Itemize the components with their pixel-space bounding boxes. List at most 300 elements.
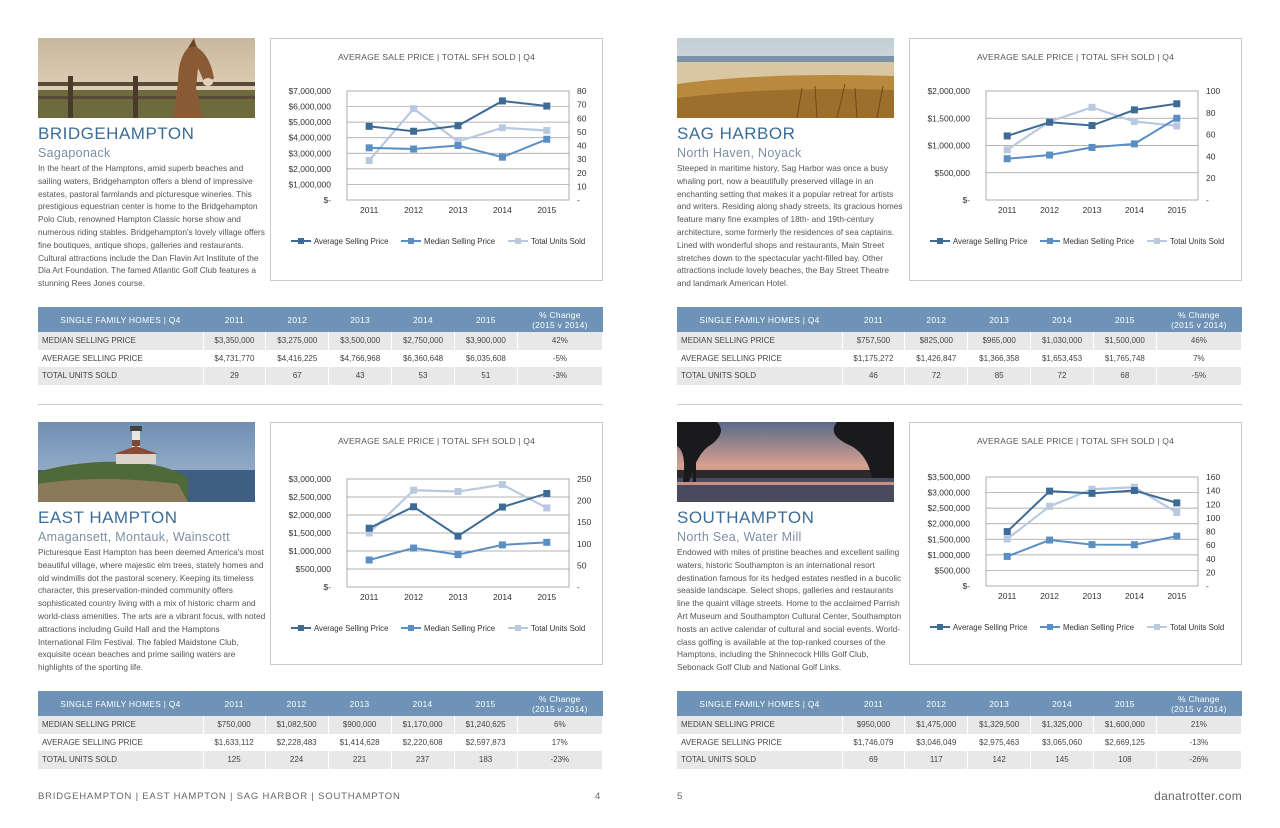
horse-icon [38,38,255,118]
y-right-tick-label: 60 [1206,540,1216,551]
data-point [499,97,506,104]
town-subtitle: North Haven, Noyack [677,146,802,160]
y-right-tick-label: 150 [577,517,592,528]
price-chart [270,38,603,281]
data-point [499,124,506,131]
x-tick-label: 2013 [1082,591,1102,601]
data-point [1046,488,1053,495]
legend-marker [515,238,521,244]
row-label: TOTAL UNITS SOLD [677,751,842,769]
data-point [366,525,373,532]
legend-label: Total Units Sold [1170,623,1225,632]
x-tick-label: 2013 [448,205,468,215]
lighthouse-icon [38,422,255,502]
legend-marker [298,625,304,631]
y-right-tick-label: 120 [1206,499,1221,510]
y-left-tick-label: $1,000,000 [927,549,970,560]
footer-town-list: BRIDGEHAMPTON | EAST HAMPTON | SAG HARBOR | SOUTHAMPTON [38,791,401,802]
chart-title: AVERAGE SALE PRICE | TOTAL SFH SOLD | Q4 [337,52,536,62]
table-cell: 46 [842,367,905,385]
table-cell: 17% [517,734,602,752]
x-tick-label: 2011 [360,592,379,602]
table-header-year: 2014 [391,691,454,716]
row-label: MEDIAN SELLING PRICE [677,716,842,734]
table-cell: 21% [1156,716,1241,734]
y-left-tick-label: $2,000,000 [927,518,970,529]
table-cell: $825,000 [905,332,968,350]
table-header-year: 2015 [1093,307,1156,332]
table-cell: $4,416,225 [266,350,329,368]
table-cell: $1,653,453 [1031,350,1094,368]
table-row [38,332,603,350]
table-row [38,350,603,368]
y-left-tick-label: $2,000,000 [288,510,331,520]
section-sag-harbor [677,38,1242,388]
legend-label: Median Selling Price [424,624,496,633]
table-header-label: SINGLE FAMILY HOMES | Q4 [677,307,842,332]
table-header-year: 2012 [265,691,328,716]
y-left-tick-label: $- [962,195,970,205]
legend-label: Average Selling Price [953,237,1028,246]
town-description: In the heart of the Hamptons, amid superb beaches and sailing waters, Bridgehampton offers a blend of impressive estates, pastoral farmlands and picturesque wineries. This prestigious equestrian center is home to the Bridgehampton Polo Club, renowned Hampton Classic horse show and numerous riding stables. Bridgehampton's lovely village offers fine boutiques, antique shops, galleries and restaurants. Cultural attractions include the Dan Flavin Art Institute of the Dia Art Foundation. The famed Atlantic Golf Club features a stunning Rees Jones course. [38,163,265,289]
row-label: AVERAGE SELLING PRICE [38,350,203,368]
y-right-tick-label: 60 [577,113,587,124]
table-cell: 43 [329,367,392,385]
row-label: AVERAGE SELLING PRICE [38,734,203,752]
x-tick-label: 2013 [448,592,468,602]
row-label: MEDIAN SELLING PRICE [677,332,842,350]
data-point [455,551,462,558]
beach-icon [677,38,894,118]
data-point [410,146,417,153]
table-cell: -5% [517,350,602,368]
y-left-tick-label: $500,000 [934,565,970,576]
y-right-tick-label: 250 [577,474,592,484]
y-right-tick-label: 10 [577,181,587,192]
town-subtitle: Sagaponack [38,146,111,160]
x-tick-label: 2012 [404,592,424,602]
sales-table [677,691,1242,769]
data-point [1004,528,1011,535]
x-tick-label: 2015 [537,205,557,215]
table-cell: $2,669,125 [1093,734,1156,752]
legend-label: Average Selling Price [314,624,389,633]
page-number-left: 4 [595,791,601,802]
y-left-tick-label: $4,000,000 [288,132,331,143]
y-right-tick-label: 160 [1206,472,1221,482]
data-point [1131,118,1138,125]
data-point [1089,490,1096,497]
table-cell: $4,731,770 [203,350,266,368]
chart-svg [910,39,1243,282]
page-number-right: 5 [677,791,683,802]
table-cell: 6% [517,716,602,734]
legend-marker [937,238,943,244]
y-right-tick-label: 80 [1206,107,1216,118]
table-cell: $1,426,847 [905,350,968,368]
data-point [499,541,506,548]
section-bridgehampton [38,38,603,388]
table-cell: $3,275,000 [266,332,329,350]
data-point [1004,535,1011,542]
town-title: EAST HAMPTON [38,508,178,527]
legend-marker [937,624,943,630]
table-header-year: 2014 [392,307,455,332]
table-cell: 72 [1031,367,1094,385]
legend-label: Median Selling Price [1063,237,1135,246]
table-header-year: 2012 [905,691,968,716]
y-right-tick-label: 40 [577,140,587,151]
data-point [410,487,417,494]
y-left-tick-label: $7,000,000 [288,86,331,96]
y-left-tick-label: $2,500,000 [288,492,331,502]
y-left-tick-label: $2,000,000 [927,86,970,96]
table-header-label: SINGLE FAMILY HOMES | Q4 [38,307,203,332]
y-right-tick-label: 100 [577,538,592,549]
data-point [1089,144,1096,151]
town-title: BRIDGEHAMPTON [38,124,195,143]
data-point [1004,553,1011,560]
data-point [543,490,550,497]
table-cell: $965,000 [968,332,1031,350]
legend-marker [408,238,414,244]
x-tick-label: 2014 [1124,205,1144,215]
data-point [543,136,550,143]
data-point [1173,115,1180,122]
y-left-tick-label: $3,500,000 [927,472,970,482]
table-row [38,716,603,734]
table-row [38,734,603,752]
data-point [1173,100,1180,107]
y-right-tick-label: 40 [1206,151,1216,162]
table-cell: $3,350,000 [203,332,266,350]
y-left-tick-label: $6,000,000 [288,101,331,112]
table-cell: $2,228,483 [265,734,328,752]
x-tick-label: 2011 [998,205,1017,215]
data-point [455,533,462,540]
legend-label: Total Units Sold [531,624,586,633]
sales-table [677,307,1242,385]
legend-label: Total Units Sold [531,237,586,246]
legend-marker [1047,238,1053,244]
table-header-pct: % Change (2015 v 2014) [1156,307,1241,332]
y-right-tick-label: 200 [577,495,592,506]
legend-marker [1154,624,1160,630]
x-tick-label: 2014 [1124,591,1144,601]
y-right-tick-label: 20 [1206,173,1216,184]
table-cell: $3,046,049 [905,734,968,752]
table-cell: 183 [454,751,517,769]
table-cell: $1,500,000 [1093,332,1156,350]
table-cell: $2,750,000 [392,332,455,350]
data-point [543,504,550,511]
y-left-tick-label: $1,500,000 [288,528,331,538]
table-cell: $1,475,000 [905,716,968,734]
table-cell: $1,030,000 [1031,332,1094,350]
y-left-tick-label: $500,000 [934,167,970,178]
row-label: TOTAL UNITS SOLD [38,751,203,769]
y-right-tick-label: 80 [577,86,587,96]
table-cell: $2,597,873 [454,734,517,752]
series-line [369,109,547,161]
data-point [410,105,417,112]
data-point [1131,487,1138,494]
y-left-tick-label: $1,000,000 [288,546,331,556]
table-cell: $2,975,463 [968,734,1031,752]
data-point [410,128,417,135]
data-point [1004,146,1011,153]
section-divider [38,404,603,405]
data-point [543,103,550,110]
row-label: MEDIAN SELLING PRICE [38,716,203,734]
sales-table [38,307,603,385]
table-cell: $1,082,500 [265,716,328,734]
table-cell: $4,766,968 [329,350,392,368]
data-point [455,488,462,495]
y-left-tick-label: $2,500,000 [927,503,970,514]
table-row [677,367,1242,385]
y-right-tick-label: 100 [1206,512,1221,523]
table-cell: $2,220,608 [391,734,454,752]
town-description: Picturesque East Hampton has been deemed America's most beautiful village, where majestic elm trees, stately homes and old windmills dot the pastoral scenery. Keeping its timeless character, this preservation-minded community offers sophisticated country living with a mix of historic charm and world-class amenities. The arts are a vibrant focus, with noted attractions including Guild Hall and the Hamptons International Film Festival. The fabled Maidstone Club, exquisite ocean beaches and prime sailing waters are highlights of the sporting life. [38,547,266,673]
data-point [1173,509,1180,516]
table-header-year: 2014 [1031,691,1094,716]
table-cell: $6,035,608 [454,350,517,368]
table-cell: 67 [266,367,329,385]
x-tick-label: 2015 [1167,205,1187,215]
table-cell: 142 [968,751,1031,769]
table-header-pct: % Change (2015 v 2014) [1156,691,1241,716]
chart-svg [910,423,1243,666]
data-point [499,154,506,161]
x-tick-label: 2012 [404,205,424,215]
town-subtitle: Amagansett, Montauk, Wainscott [38,530,230,544]
y-right-tick-label: 100 [1206,86,1221,96]
footer-website: danatrotter.com [1154,789,1242,803]
legend-marker [515,625,521,631]
legend-marker [408,625,414,631]
data-point [499,481,506,488]
table-cell: $1,170,000 [391,716,454,734]
price-chart [909,38,1242,281]
chart-title: AVERAGE SALE PRICE | TOTAL SFH SOLD | Q4 [976,52,1175,62]
table-header-year: 2013 [329,307,392,332]
section-divider [677,404,1242,405]
data-point [1131,140,1138,147]
data-point [455,122,462,129]
row-label: AVERAGE SELLING PRICE [677,734,842,752]
data-point [543,539,550,546]
data-point [1173,499,1180,506]
table-header-year: 2012 [266,307,329,332]
data-point [1004,155,1011,162]
x-tick-label: 2012 [1040,591,1060,601]
chart-svg [271,423,604,666]
table-cell: 224 [265,751,328,769]
table-cell: 46% [1156,332,1241,350]
table-cell: -3% [517,367,602,385]
y-right-tick-label: 80 [1206,526,1216,537]
price-chart [909,422,1242,665]
table-cell: $1,329,500 [968,716,1031,734]
y-left-tick-label: $1,500,000 [927,113,970,124]
table-cell: $1,366,358 [968,350,1031,368]
table-cell: 51 [454,367,517,385]
x-tick-label: 2015 [537,592,557,602]
data-point [1089,104,1096,111]
table-header-year: 2013 [968,691,1031,716]
data-point [366,144,373,151]
y-right-tick-label: 40 [1206,553,1216,564]
legend-label: Total Units Sold [1170,237,1225,246]
table-cell: 29 [203,367,266,385]
y-right-tick-label: 50 [577,560,587,571]
legend-marker [298,238,304,244]
table-cell: 85 [968,367,1031,385]
y-left-tick-label: $- [323,582,331,592]
sunset-icon [677,422,894,502]
table-cell: $1,746,079 [842,734,905,752]
y-right-tick-label: 30 [577,154,587,165]
table-cell: $1,175,272 [842,350,905,368]
row-label: AVERAGE SELLING PRICE [677,350,842,368]
y-left-tick-label: $- [962,581,970,591]
table-header-year: 2011 [203,307,266,332]
table-cell: -13% [1156,734,1241,752]
row-label: MEDIAN SELLING PRICE [38,332,203,350]
data-point [1131,106,1138,113]
table-cell: $1,240,625 [454,716,517,734]
table-cell: $3,900,000 [454,332,517,350]
table-header-year: 2011 [203,691,265,716]
table-header-year: 2014 [1031,307,1094,332]
data-point [543,127,550,134]
table-cell: 117 [905,751,968,769]
town-title: SOUTHAMPTON [677,508,815,527]
table-header-year: 2015 [454,691,517,716]
table-cell: -26% [1156,751,1241,769]
table-cell: $1,600,000 [1093,716,1156,734]
town-description: Endowed with miles of pristine beaches and excellent sailing waters, historic Southampton is an international resort destination famous for its hedged estates nestled in a bucolic seaside landscape. Select shops, galleries and restaurants line the quaint village streets. Home to the acclaimed Parrish Art Museum and Southampton Cultural Center, Southampton hosts an active calendar of cultural and social events. World-class golfing is available at the top-ranked courses of the Hamptons, including the Shinnecock Hills Golf Club, Sebonack Golf Club and National Golf Links. [677,547,902,673]
table-cell: $900,000 [328,716,391,734]
table-row [677,332,1242,350]
price-chart [270,422,603,665]
legend-marker [1154,238,1160,244]
data-point [366,557,373,564]
table-cell: $1,633,112 [203,734,265,752]
table-cell: 237 [391,751,454,769]
table-cell: $6,360,648 [392,350,455,368]
table-cell: 145 [1031,751,1094,769]
table-header-label: SINGLE FAMILY HOMES | Q4 [677,691,842,716]
data-point [410,545,417,552]
data-point [1173,533,1180,540]
y-left-tick-label: $1,000,000 [927,140,970,151]
table-cell: $750,000 [203,716,265,734]
y-left-tick-label: $5,000,000 [288,117,331,128]
table-header-year: 2013 [328,691,391,716]
y-left-tick-label: $3,000,000 [288,474,331,484]
table-cell: $757,500 [842,332,905,350]
x-tick-label: 2011 [998,591,1017,601]
data-point [1004,132,1011,139]
data-point [1046,152,1053,159]
table-row [677,734,1242,752]
legend-label: Median Selling Price [424,237,496,246]
data-point [1173,122,1180,129]
y-right-tick-label: 20 [1206,567,1216,578]
table-cell: 68 [1093,367,1156,385]
legend-marker [1047,624,1053,630]
data-point [366,123,373,130]
table-cell: 7% [1156,350,1241,368]
row-label: TOTAL UNITS SOLD [38,367,203,385]
y-right-tick-label: 140 [1206,485,1221,496]
y-right-tick-label: - [577,195,580,205]
data-point [410,503,417,510]
table-row [38,367,603,385]
section-east-hampton [38,422,603,772]
town-title: SAG HARBOR [677,124,796,143]
table-row [677,350,1242,368]
data-point [499,504,506,511]
table-header-year: 2013 [968,307,1031,332]
table-row [677,716,1242,734]
legend-label: Median Selling Price [1063,623,1135,632]
table-cell: 53 [392,367,455,385]
y-left-tick-label: $3,000,000 [927,487,970,498]
y-right-tick-label: - [577,582,580,592]
data-point [1131,541,1138,548]
x-tick-label: 2014 [492,592,512,602]
x-tick-label: 2014 [492,205,512,215]
y-left-tick-label: $1,500,000 [927,534,970,545]
table-row [38,751,603,769]
table-row [677,751,1242,769]
legend-label: Average Selling Price [953,623,1028,632]
y-right-tick-label: - [1206,195,1209,205]
table-cell: -23% [517,751,602,769]
data-point [1089,122,1096,129]
table-header-year: 2011 [842,307,905,332]
legend-label: Average Selling Price [314,237,389,246]
table-header-year: 2015 [454,307,517,332]
table-cell: $1,414,628 [328,734,391,752]
chart-title: AVERAGE SALE PRICE | TOTAL SFH SOLD | Q4 [337,436,536,446]
table-cell: 221 [328,751,391,769]
y-right-tick-label: 70 [577,99,587,110]
y-left-tick-label: $- [323,195,331,205]
table-cell: $1,765,748 [1093,350,1156,368]
x-tick-label: 2013 [1082,205,1102,215]
y-left-tick-label: $2,000,000 [288,163,331,174]
table-header-year: 2012 [905,307,968,332]
data-point [1046,537,1053,544]
table-cell: 69 [842,751,905,769]
town-description: Steeped in maritime history, Sag Harbor was once a busy whaling port, now a beautifully preserved village in an enchanting setting that makes it a popular retreat for artists and writers. Residing along shady streets, its gracious homes feature many fine examples of 18th- and 19th-century architecture, some formerly the residences of sea captains. Lined with wonderful shops and restaurants, Main Street stretches down to the spectacular yacht-filled bay. Other attractions include lovely beaches, the Bay Street Theatre and landmark American Hotel. [677,163,903,289]
table-cell: 125 [203,751,265,769]
table-header-label: SINGLE FAMILY HOMES | Q4 [38,691,203,716]
town-subtitle: North Sea, Water Mill [677,530,802,544]
table-header-year: 2015 [1093,691,1156,716]
table-cell: 108 [1093,751,1156,769]
table-header-year: 2011 [842,691,905,716]
table-cell: 72 [905,367,968,385]
table-header-pct: % Change (2015 v 2014) [517,691,602,716]
y-right-tick-label: 50 [577,126,587,137]
y-left-tick-label: $3,000,000 [288,148,331,159]
data-point [455,142,462,149]
